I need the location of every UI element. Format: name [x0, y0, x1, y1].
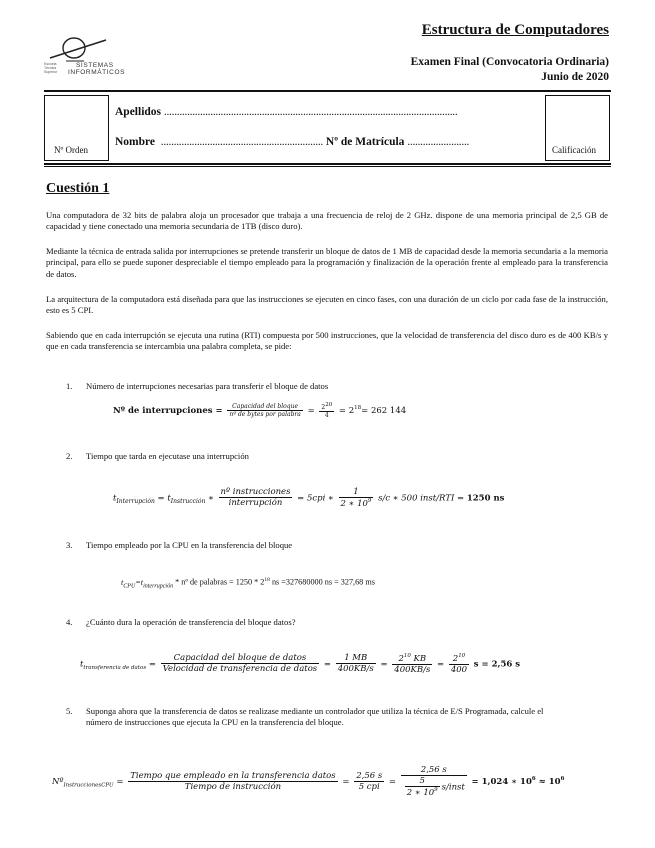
- item-4: 4. ¿Cuánto dura la operación de transferencia del bloque datos?: [66, 617, 296, 627]
- formula-3: $t_{CPU}=t_{interrupción}$ * nº de palabras = $1250 * 2^{18}$ ns =327680000 ns = 327,68 ms: [121, 577, 375, 590]
- formula-4: $t_{transferencia de datos}$ = $\frac{\text{Capacidad del bloque de datos}}{\text{Velocidad de transferencia de datos}}$ = $\frac{1 MB}{400KB/s}$ = $\frac{2^{10} KB}{400KB/s}$ = $\frac{2^{10}}{400}$ s = 2,56 s: [80, 653, 521, 675]
- top-rule: [44, 90, 611, 92]
- paragraph-4: Sabiendo que en cada interrupción se ejecuta una rutina (RTI) compuesta por 500 instrucciones, que la velocidad de transferencia del disco duro es de 400 KB/s y que en cada transferencia se intercambia una palabra completa, se pide:: [46, 330, 608, 352]
- logo-department-name: SISTEMAS INFORMÁTICOS: [68, 62, 126, 76]
- course-title: Estructura de Computadores: [421, 22, 609, 38]
- form-bottom-rule: [44, 163, 611, 165]
- formula-2: $t_{Interrupción} = t_{Instrucción}$ ∗ $\frac{\text{nº instrucciones}}{\text{interrupción}}$ = 5cpi ∗ $\frac{1}{2 ∗ 10^9}$ s/c ∗ 500 inst/RTI = 1250 ns: [113, 487, 505, 509]
- formula-5: Nº$_{InstruccionesCPU}$ = $\frac{\text{Tiempo que empleado en la transferencia datos}}{\text{Tiempo de instrucción}}$ = $\frac{2,56 s}{\text{5 cpi}}$ = 2,56 s $\frac{5}{2 ∗ 10^9}$ s/inst = 1,024 ∗ $10^6 \approx 10^6$: [52, 765, 565, 798]
- matricula-label: Nº de Matrícula: [325, 136, 405, 148]
- calificacion-label: Calificación: [552, 145, 596, 155]
- paragraph-1: Una computadora de 32 bits de palabra aloja un procesador que trabaja a una frecuencia de reloj de 2 GHz. dispone de una memoria principal de 2,5 GB de capacidad y tiene conectado una memoria secundaria de 1TB (disco duro).: [46, 210, 608, 232]
- orden-label: Nº Orden: [54, 145, 89, 155]
- form-bottom-rule-thin: [44, 166, 611, 167]
- item-3: 3. Tiempo empleado por la CPU en la transferencia del bloque: [66, 540, 293, 550]
- item-2: 2. Tiempo que tarda en ejecutase una interrupción: [66, 451, 249, 461]
- exam-info: [411, 55, 609, 85]
- paragraph-3: La arquitectura de la computadora está diseñada para que las instrucciones se ejecuten en cinco fases, con una duración de un ciclo por cada fase de la instrucción, esto es 5 CPI.: [46, 294, 608, 316]
- apellidos-field[interactable]: Apellidos ..................................................................................................................: [115, 106, 458, 118]
- item-5: 5. Suponga ahora que la transferencia de datos se realizase mediante un controlador que utiliza la técnica de E/S Programada, calcule el número de instrucciones que ejecuta la CPU en la transferencia del bloque.: [66, 706, 544, 728]
- formula-1: Nº de interrupciones = $\frac{\text{Capacidad del bloque}}{\text{nº de bytes por palabra}}$ = $\frac{2^{20}}{4}$ = $2^{18}= 262$ 144: [113, 402, 407, 419]
- exam-title: Examen Final (Convocatoria Ordinaria): [410, 56, 609, 68]
- question-title: Cuestión 1: [46, 181, 110, 196]
- item-1: 1. Número de interrupciones necesarias para transferir el bloque de datos: [66, 381, 329, 391]
- university-logo: [44, 34, 154, 84]
- exam-date: Junio de 2020: [541, 71, 609, 83]
- logo-small-text: Escuela Técnica Superior: [44, 62, 58, 74]
- nombre-field[interactable]: Nombre ............................................................... Nº de Matrícula ........................: [115, 136, 470, 148]
- paragraph-2: Mediante la técnica de entrada salida por interrupciones se pretende transferir un bloque de datos de 1 MB de capacidad desde la memoria secundaria a la memoria principal, para ello se puede suponer despreciable el tiempo empleado para la programación y finalización de la operación frente al empleado para la transferencia de datos.: [46, 246, 608, 279]
